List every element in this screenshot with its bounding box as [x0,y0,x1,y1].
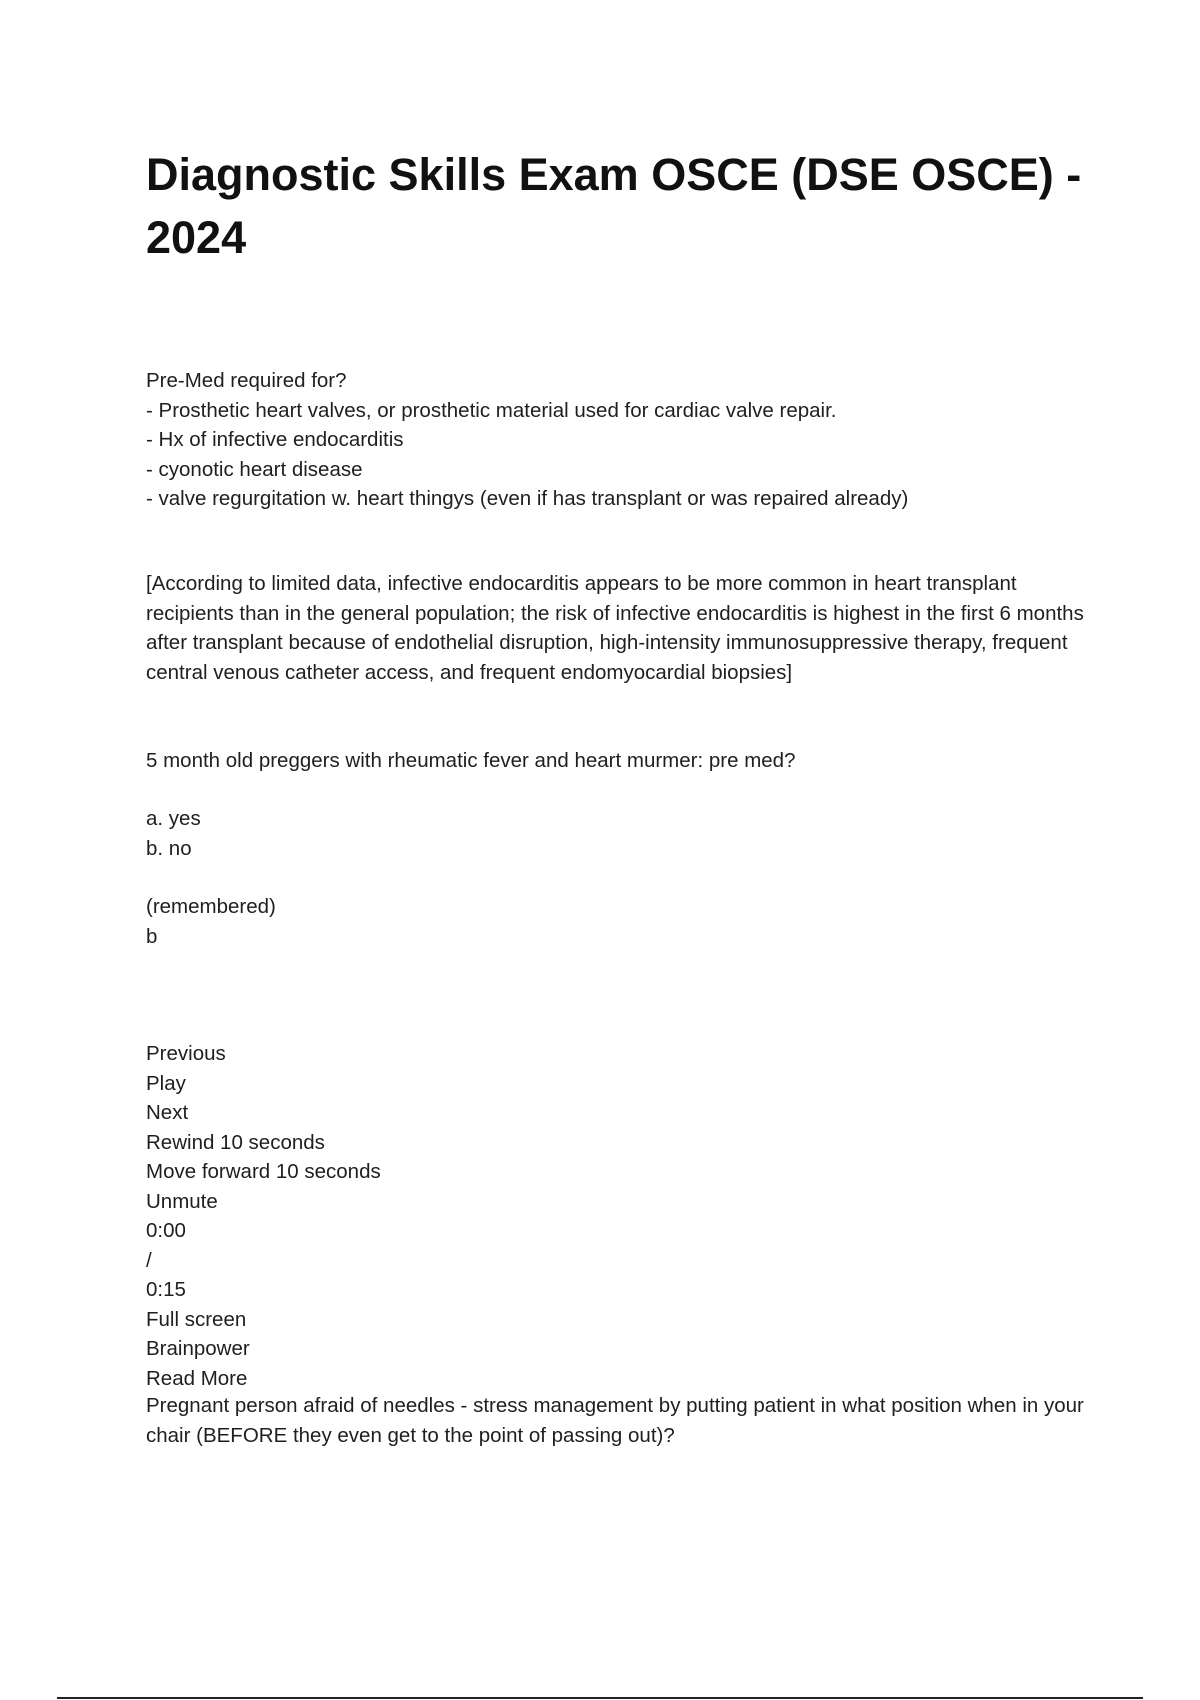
premed-section [146,366,1106,514]
option-b: b. no [146,836,192,860]
current-time: 0:00 [146,1219,186,1242]
page-title: Diagnostic Skills Exam OSCE (DSE OSCE) - 2024 [146,149,1082,263]
premed-heading: Pre-Med required for? [146,369,347,392]
fullscreen-button[interactable]: Full screen [146,1307,247,1331]
answer-section [146,892,1106,951]
question-section [146,746,1106,776]
note-section [146,569,1106,687]
note-text: [According to limited data, infective endocarditis appears to be more common in heart transplant recipients than in the general population; the risk of infective endocarditis is highest in the first 6 months after transplant because of endothelial disruption, high-intensity immunosuppressive therapy, frequent central venous catheter access, and frequent endomyocardial biopsies] [146,572,1084,684]
read-more-link[interactable]: Read More [146,1366,248,1390]
bottom-divider [57,1697,1143,1699]
premed-item: - cyonotic heart disease [146,457,363,481]
option-a: a. yes [146,807,201,830]
answer-value: b [146,924,158,948]
play-button[interactable]: Play [146,1071,186,1095]
previous-button[interactable]: Previous [146,1042,226,1065]
premed-item: - Prosthetic heart valves, or prosthetic material used for cardiac valve repair. [146,398,837,422]
forward-button[interactable]: Move forward 10 seconds [146,1160,381,1183]
unmute-button[interactable]: Unmute [146,1189,218,1213]
premed-item: - Hx of infective endocarditis [146,428,404,451]
time-separator: / [146,1248,152,1272]
next-question-text: Pregnant person afraid of needles - stress management by putting patient in what position when in your chair (BEFORE they even get to the point of passing out)? [146,1394,1084,1447]
brand-label: Brainpower [146,1337,250,1360]
answer-source: (remembered) [146,895,276,918]
next-question-section [146,1391,1106,1450]
rewind-button[interactable]: Rewind 10 seconds [146,1130,325,1154]
media-player-text [146,1039,1106,1393]
question-text: 5 month old preggers with rheumatic fever and heart murmer: pre med? [146,749,796,772]
next-button[interactable]: Next [146,1101,189,1124]
answer-options [146,804,1106,863]
duration: 0:15 [146,1278,186,1301]
premed-item: - valve regurgitation w. heart thingys (even if has transplant or was repaired already) [146,487,909,510]
